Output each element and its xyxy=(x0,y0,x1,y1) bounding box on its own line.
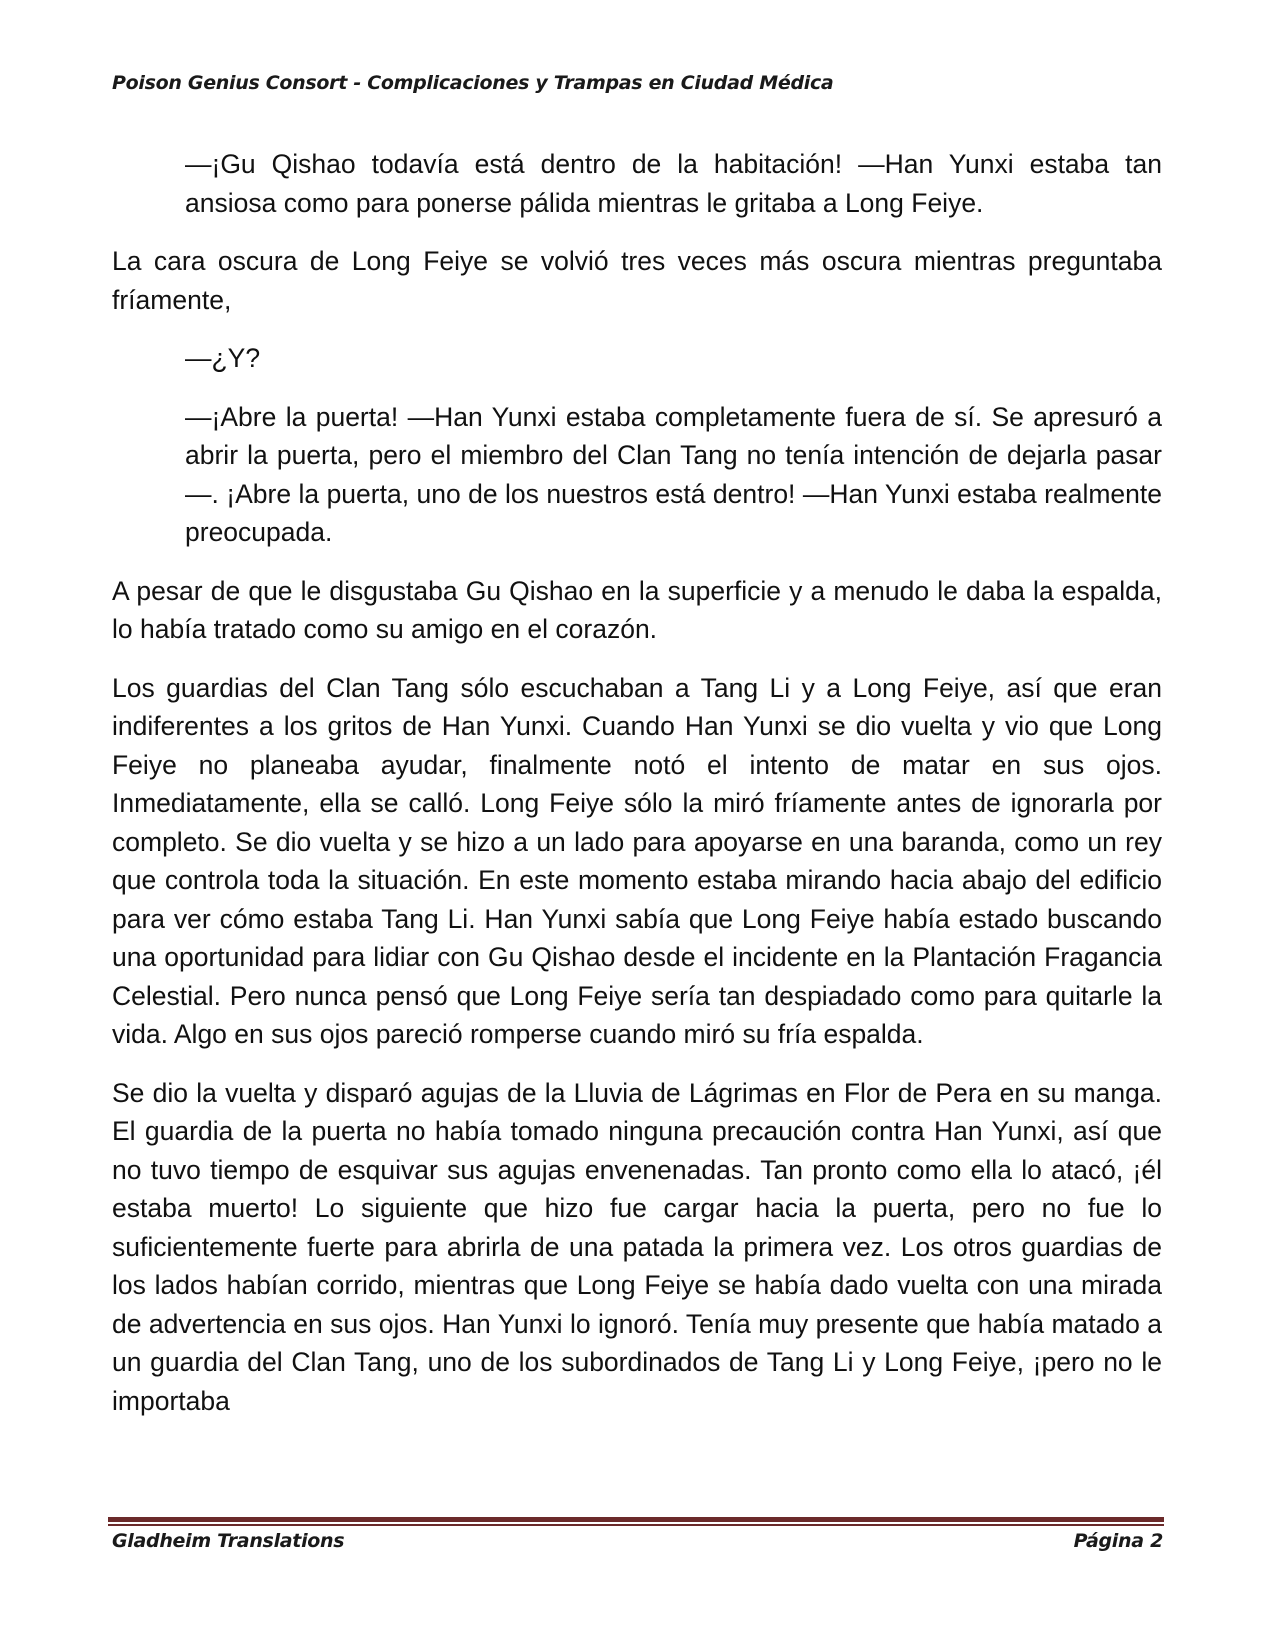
footer-divider xyxy=(108,1517,1164,1526)
paragraph-6: Los guardias del Clan Tang sólo escuchaban a Tang Li y a Long Feiye, así que eran indiferentes a los gritos de Han Yunxi. Cuando Han Yunxi se dio vuelta y vio que Long Feiye no planeaba ayudar, finalmente notó el intento de matar en sus ojos. Inmediatamente, ella se calló. Long Feiye sólo la miró fríamente antes de ignorarla por completo. Se dio vuelta y se hizo a un lado para apoyarse en una baranda, como un rey que controla toda la situación. En este momento estaba mirando hacia abajo del edificio para ver cómo estaba Tang Li. Han Yunxi sabía que Long Feiye había estado buscando una oportunidad para lidiar con Gu Qishao desde el incidente en la Plantación Fragancia Celestial. Pero nunca pensó que Long Feiye sería tan despiadado como para quitarle la vida. Algo en sus ojos pareció romperse cuando miró su fría espalda. xyxy=(112,672,1162,1049)
document-body xyxy=(112,145,1162,1420)
paragraph-5: A pesar de que le disgustaba Gu Qishao en la superficie y a menudo le daba la espalda, lo había tratado como su amigo en el corazón. xyxy=(112,575,1162,644)
paragraph-4: —¡Abre la puerta! —Han Yunxi estaba completamente fuera de sí. Se apresuró a abrir la puerta, pero el miembro del Clan Tang no tenía intención de dejarla pasar—. ¡Abre la puerta, uno de los nuestros está dentro! —Han Yunxi estaba realmente preocupada. xyxy=(185,401,1162,547)
footer-translator-name: Gladheim Translations xyxy=(112,1530,345,1552)
paragraph-3: —¿Y? xyxy=(185,343,261,373)
footer-divider-thin xyxy=(108,1524,1164,1526)
paragraph-7: Se dio la vuelta y disparó agujas de la Lluvia de Lágrimas en Flor de Pera en su manga. El guardia de la puerta no había tomado ninguna precaución contra Han Yunxi, así que no tuvo tiempo de esquivar sus agujas envenenadas. Tan pronto como ella lo atacó, ¡él estaba muerto! Lo siguiente que hizo fue cargar hacia la puerta, pero no fue lo suficientemente fuerte para abrirla de una patada la primera vez. Los otros guardias de los lados habían corrido, mientras que Long Feiye se había dado vuelta con una mirada de advertencia en sus ojos. Han Yunxi lo ignoró. Tenía muy presente que había matado a un guardia del Clan Tang, uno de los subordinados de Tang Li y Long Feiye, ¡pero no le importaba xyxy=(112,1077,1162,1416)
page-header-title: Poison Genius Consort - Complicaciones y Trampas en Ciudad Médica xyxy=(112,72,834,94)
paragraph-2: La cara oscura de Long Feiye se volvió tres veces más oscura mientras preguntaba fríamente, xyxy=(112,246,1162,315)
footer-page-number: Página 2 xyxy=(1073,1530,1163,1552)
paragraph-1: —¡Gu Qishao todavía está dentro de la habitación! —Han Yunxi estaba tan ansiosa como para ponerse pálida mientras le gritaba a Long Feiye. xyxy=(185,149,1162,218)
